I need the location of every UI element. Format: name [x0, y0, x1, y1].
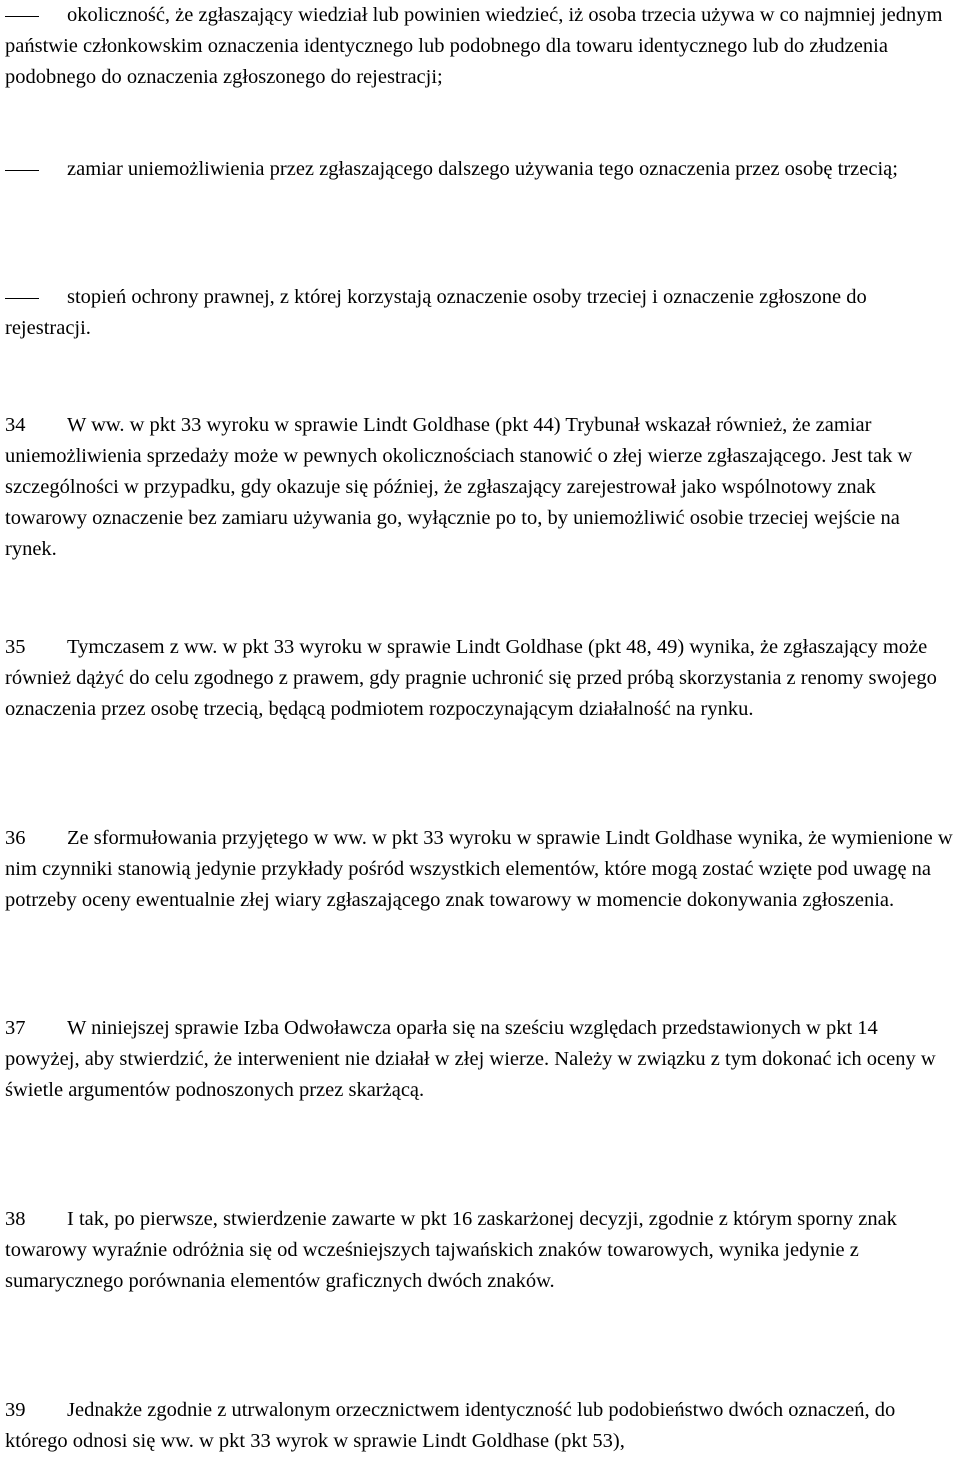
bullet-text: stopień ochrony prawnej, z której korzystają oznaczenie osoby trzeciej i oznaczenie zgłoszone do rejestracji.: [5, 286, 867, 339]
dash-bullet-icon: [5, 154, 41, 185]
numbered-paragraph: [5, 1395, 955, 1457]
bullet-item: [5, 0, 955, 93]
paragraph-text: W niniejszej sprawie Izba Odwoławcza oparła się na sześciu względach przedstawionych w pkt 14 powyżej, aby stwierdzić, że interwenient nie działał w złej wierze. Należy w związku z tym dokonać ich oceny w świetle argumentów podnoszonych przez skarżącą.: [5, 1017, 936, 1101]
bullet-item: [5, 282, 955, 344]
paragraph-number: 35: [5, 636, 26, 658]
numbered-paragraph: [5, 410, 955, 565]
numbered-paragraph: [5, 823, 955, 916]
bullet-text: okoliczność, że zgłaszający wiedział lub powinien wiedzieć, iż osoba trzecia używa w co najmniej jednym państwie członkowskim oznaczenia identycznego lub podobnego dla towaru identycznego lub do złudzenia podobnego do oznaczenia zgłoszonego do rejestracji;: [5, 4, 943, 88]
dash-bullet-icon: [5, 0, 41, 31]
paragraph-text: Jednakże zgodnie z utrwalonym orzecznictwem identyczność lub podobieństwo dwóch oznaczeń, do którego odnosi się ww. w pkt 33 wyrok w sprawie Lindt Goldhase (pkt 53),: [5, 1399, 896, 1452]
bullet-item: [5, 154, 955, 185]
paragraph-text: Tymczasem z ww. w pkt 33 wyroku w sprawie Lindt Goldhase (pkt 48, 49) wynika, że zgłaszający może również dążyć do celu zgodnego z prawem, gdy pragnie uchronić się przed próbą skorzystania z renomy swojego oznaczenia przez osobę trzecią, będącą podmiotem rozpoczynającym działalność na rynku.: [5, 636, 937, 720]
paragraph-number: 36: [5, 827, 26, 849]
paragraph-number: 38: [5, 1208, 26, 1230]
paragraph-text: W ww. w pkt 33 wyroku w sprawie Lindt Goldhase (pkt 44) Trybunał wskazał również, że zamiar uniemożliwienia sprzedaży może w pewnych okolicznościach stanowić o złej wierze zgłaszającego. Jest tak w szczególności w przypadku, gdy okazuje się później, że zgłaszający zarejestrował jako wspólnotowy znak towarowy oznaczenie bez zamiaru używania go, wyłącznie po to, by uniemożliwić osobie trzeciej wejście na rynek.: [5, 414, 913, 560]
numbered-paragraph: [5, 632, 955, 725]
paragraph-number: 34: [5, 414, 26, 436]
paragraph-number: 39: [5, 1399, 26, 1421]
numbered-paragraph: [5, 1204, 955, 1297]
dash-bullet-icon: [5, 282, 41, 313]
paragraph-number: 37: [5, 1017, 26, 1039]
numbered-paragraph: [5, 1013, 955, 1106]
paragraph-text: I tak, po pierwsze, stwierdzenie zawarte w pkt 16 zaskarżonej decyzji, zgodnie z którym sporny znak towarowy wyraźnie odróżnia się od wcześniejszych tajwańskich znaków towarowych, wynika jedynie z sumarycznego porównania elementów graficznych dwóch znaków.: [5, 1208, 897, 1292]
bullet-text: zamiar uniemożliwienia przez zgłaszającego dalszego używania tego oznaczenia przez osobę trzecią;: [67, 158, 898, 180]
paragraph-text: Ze sformułowania przyjętego w ww. w pkt 33 wyroku w sprawie Lindt Goldhase wynika, że wymienione w nim czynniki stanowią jedynie przykłady pośród wszystkich elementów, które mogą zostać wzięte pod uwagę na potrzeby oceny ewentualnie złej wiary zgłaszającego znak towarowy w momencie dokonywania zgłoszenia.: [5, 827, 953, 911]
